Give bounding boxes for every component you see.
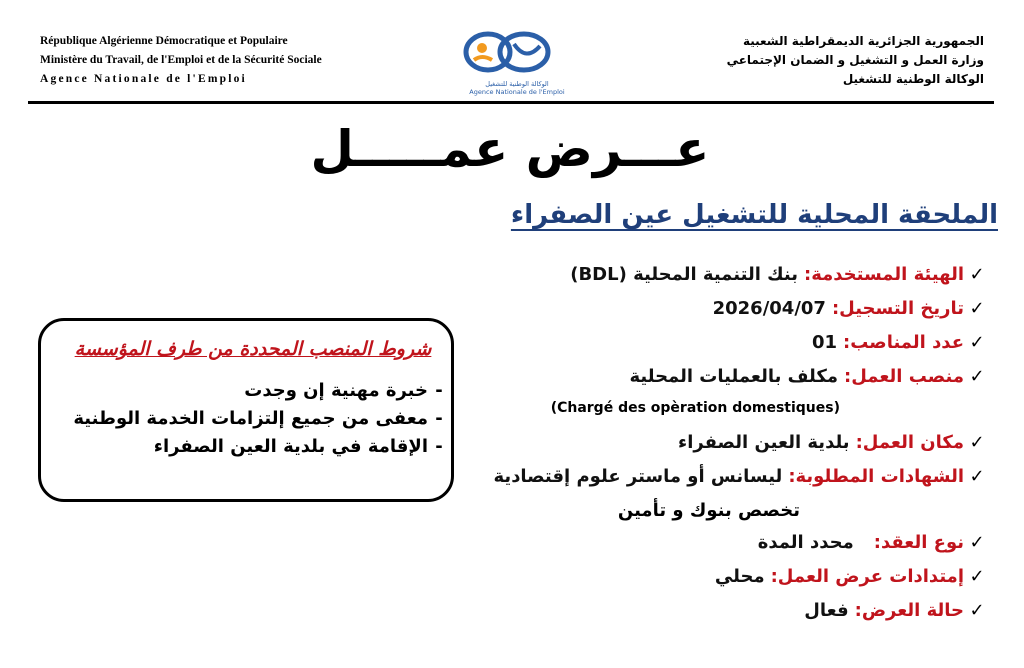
detail-value: 01 [811, 332, 838, 353]
detail-diplomas [450, 466, 990, 500]
detail-location [450, 432, 990, 466]
detail-diplomas-continued: تخصص بنوك و تأمين [617, 500, 800, 521]
detail-status [450, 600, 990, 634]
detail-label: منصب العمل: [844, 366, 964, 387]
agency-name: الملحقة المحلية للتشغيل عين الصفراء [510, 200, 998, 230]
dash-bullet: - [435, 436, 443, 457]
detail-value: محدد المدة [757, 532, 854, 553]
ar-line-republic: الجمهورية الجزائرية الديمقراطية الشعبية [742, 34, 984, 48]
check-icon: ✓ [969, 332, 985, 353]
fr-line-agency: Agence Nationale de l'Emploi [40, 73, 247, 85]
logo-caption-ar: الوكالة الوطنية للتشغيل [485, 80, 549, 88]
detail-value: 2026/04/07 [712, 298, 826, 319]
condition-item [56, 436, 450, 464]
detail-value: بنك التنمية المحلية (BDL) [570, 264, 799, 285]
detail-position-french: (Chargé des opèration domestiques) [550, 400, 840, 416]
fr-line-ministry: Ministère du Travail, de l'Emploi et de la Sécurité Sociale [40, 54, 322, 66]
detail-value: مكلف بالعمليات المحلية [629, 366, 839, 387]
check-icon: ✓ [969, 532, 985, 553]
check-icon: ✓ [969, 366, 985, 387]
detail-value: بلدية العين الصفراء [678, 432, 850, 453]
check-icon: ✓ [969, 432, 985, 453]
detail-positions-count [450, 332, 990, 366]
offer-details-list [450, 264, 990, 634]
detail-label: نوع العقد: [873, 532, 964, 553]
dash-bullet: - [435, 408, 443, 429]
condition-text: معفى من جميع إلتزامات الخدمة الوطنية [73, 408, 428, 429]
ar-line-agency: الوكالة الوطنية للتشغيل [842, 72, 984, 86]
detail-label: عدد المناصب: [843, 332, 964, 353]
check-icon: ✓ [969, 466, 985, 487]
detail-label: تاريخ التسجيل: [831, 298, 964, 319]
detail-label: حالة العرض: [854, 600, 964, 621]
detail-scope [450, 566, 990, 600]
detail-contract [450, 532, 990, 566]
detail-label: الشهادات المطلوبة: [788, 466, 964, 487]
logo-caption [452, 80, 582, 96]
logo-caption-fr: Agence Nationale de l'Emploi [469, 88, 565, 96]
detail-label: مكان العمل: [855, 432, 964, 453]
detail-registration-date [450, 298, 990, 332]
conditions-title: شروط المنصب المحددة من طرف المؤسسة [74, 338, 432, 360]
detail-value: فعال [804, 600, 849, 621]
fr-line-republic: République Algérienne Démocratique et Populaire [40, 35, 288, 47]
header-divider [28, 101, 994, 104]
header-arabic-block [727, 32, 984, 89]
check-icon: ✓ [969, 566, 985, 587]
condition-item [56, 408, 450, 436]
condition-text: الإقامة في بلدية العين الصفراء [153, 436, 428, 457]
check-icon: ✓ [969, 600, 985, 621]
detail-label: إمتدادات عرض العمل: [770, 566, 964, 587]
condition-item [56, 380, 450, 408]
detail-position [450, 366, 990, 400]
conditions-list [56, 380, 450, 464]
check-icon: ✓ [969, 298, 985, 319]
detail-value: ليسانس أو ماستر علوم إقتصادية [493, 466, 783, 487]
detail-employer [450, 264, 990, 298]
check-icon: ✓ [969, 264, 985, 285]
detail-label: الهيئة المستخدمة: [804, 264, 964, 285]
page-title: عـــرض عمـــــل [310, 120, 710, 178]
detail-value: محلي [714, 566, 765, 587]
condition-text: خبرة مهنية إن وجدت [244, 380, 428, 401]
header-french-block [40, 32, 322, 89]
ar-line-ministry: وزارة العمل و التشغيل و الضمان الإجتماعي [726, 53, 984, 67]
dash-bullet: - [435, 380, 443, 401]
